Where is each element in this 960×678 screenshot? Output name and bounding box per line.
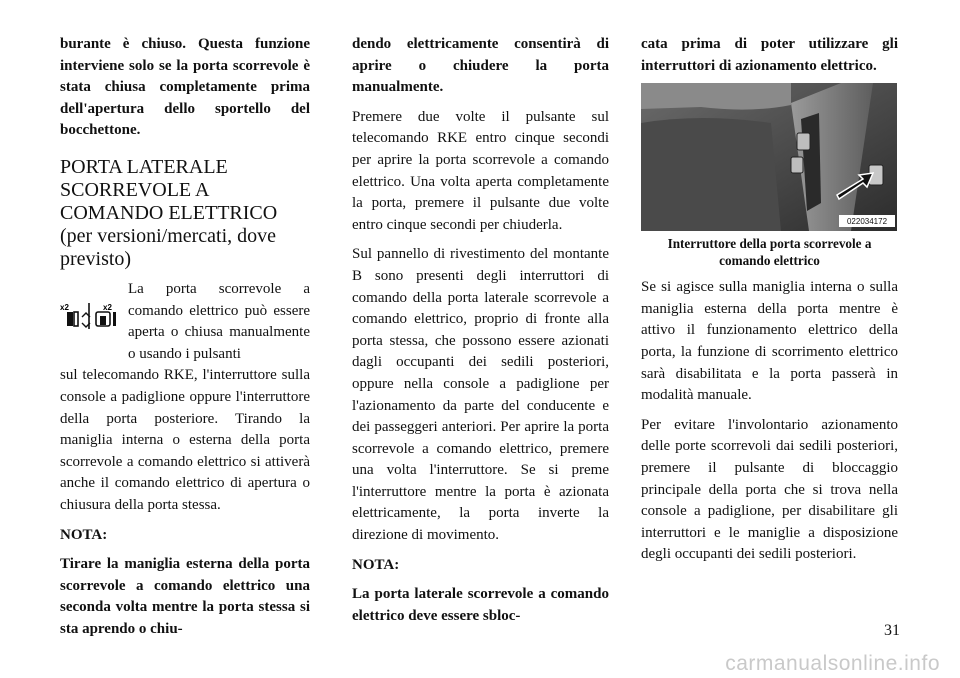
column-3	[641, 34, 898, 566]
note-text: Tirare la maniglia esterna della porta scorrevole a comando elettrico una seconda volta mentre la porta stessa si sta aprendo o chiu-	[60, 556, 310, 637]
continued-note: cata prima di poter utilizzare gli interruttori di azionamento elettrico.	[641, 36, 898, 74]
intro-paragraph: burante è chiuso. Questa funzione interviene solo se la porta scorrevole è stata chiusa completamente prima dell'apertura dello sportello del bocchettone.	[60, 36, 310, 139]
body-first-lines: La porta scorrevole a comando elettrico può essere aperta o chiusa manualmente o usando i pulsanti	[128, 280, 310, 362]
body-paragraph: sul telecomando RKE, l'interruttore sulla console a padiglione oppure l'interruttore della porta posteriore. Tirando la maniglia interna o esterna della porta scorrevole a comando elettrico si attiverà anche il comando elettrico di apertura o chiusura della porta stessa.	[60, 367, 310, 513]
column-1	[60, 34, 310, 640]
column-2	[352, 34, 609, 627]
rke-paragraph: Premere due volte il pulsante sul telecomando RKE entro cinque secondi per aprire la porta scorrevole a comando elettrico. Una volta aperta completamente la porta, premere il pulsante due volte entro cinque secondi per chiuderla.	[352, 108, 609, 233]
switches-paragraph: Sul pannello di rivestimento del montante B sono presenti degli interruttori di comando della porta laterale scorrevole a comando elettrico, proprio di fronte alla porta stessa, che possono essere azionati dagli occupanti dei sedili posteriori, oppure nella console a padiglione per l'azionamento da parte del conducente e dei passeggeri anteriori. Per aprire la porta scorrevole a comando elettrico, premere una volta l'interruttore. Se si preme l'interruttore mentre la porta è azionata elettricamente, la porta inverte la direzione di movimento.	[352, 246, 609, 544]
manual-mode-paragraph: Se si agisce sulla maniglia interna o sulla maniglia esterna della porta mentre è attivo il funzionamento elettrico della porta, la funzione di scorrimento elettrico sarà disabilitata e la porta passerà in modalità manuale.	[641, 279, 898, 404]
lockout-paragraph: Per evitare l'involontario azionamento delle porte scorrevoli dai sedili posteriori, premere il pulsante di bloccaggio principale della porta che si trova nella console a padiglione, per disabilitare gli interruttori e le maniglie a disposizione degli occupanti dei sedili posteriori.	[641, 416, 898, 563]
note-label: NOTA:	[60, 526, 108, 543]
svg-text:x2: x2	[103, 302, 112, 312]
door-switch-figure	[641, 83, 898, 269]
door-switch-photo	[641, 83, 897, 231]
watermark: carmanualsonline.info	[725, 652, 940, 675]
note-text: La porta laterale scorrevole a comando elettrico deve essere sbloc-	[352, 586, 609, 624]
svg-text:x2: x2	[60, 302, 69, 312]
icon-paragraph	[60, 279, 310, 365]
power-sliding-door-switch-icon	[60, 301, 120, 331]
page-number: 31	[884, 622, 900, 639]
continued-note: dendo elettricamente consentirà di aprire o chiudere la porta manualmente.	[352, 36, 609, 96]
figure-code: 022034172	[846, 217, 888, 227]
note-label: NOTA:	[352, 556, 400, 573]
figure-caption: Interruttore della porta scorrevole a comando elettrico	[667, 236, 872, 269]
section-heading: PORTA LATERALE SCORREVOLE A COMANDO ELETTRICO (per versioni/mercati, dove previsto)	[60, 155, 278, 270]
